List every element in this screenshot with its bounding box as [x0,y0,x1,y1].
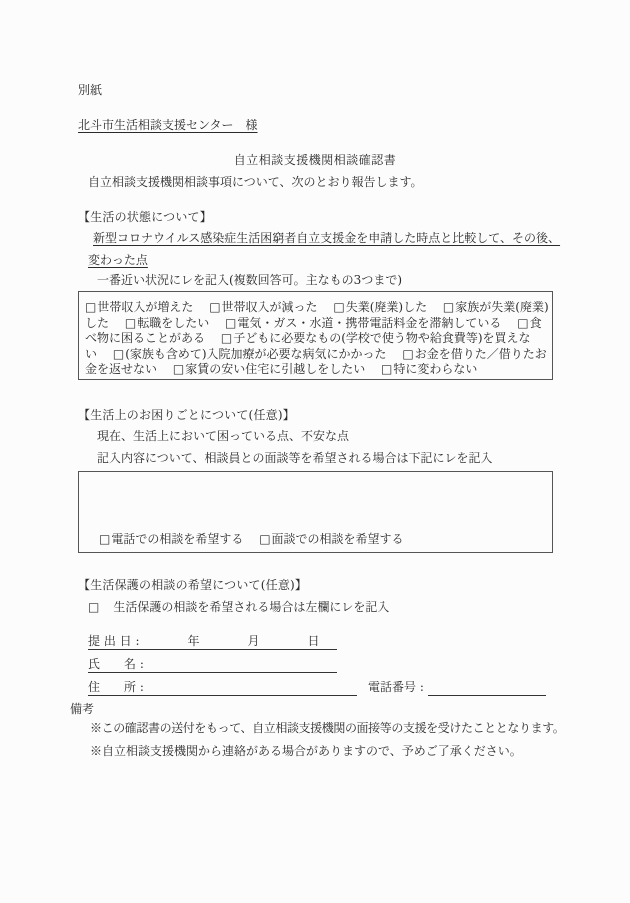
checkbox-icon: □ [172,362,185,376]
checkbox-option-label: (家族も含めて)入院加療が必要な病気にかかった [125,346,387,361]
checkbox-option-label: 子どもに必要なもの(学校で使う物や給食費等)を買えない [85,331,531,361]
checkbox-option[interactable] [381,362,477,376]
address-row [88,680,546,696]
checkbox-icon: □ [402,346,414,361]
phone-field[interactable] [428,680,546,696]
checkbox-option[interactable] [333,300,427,314]
checkbox-icon: □ [99,532,111,546]
intro-line: 自立相談支援機関相談事項について、次のとおり報告します。 [88,175,423,189]
troubles-entry-box [78,471,553,553]
checkbox-icon[interactable]: □ [88,600,100,614]
checkbox-option-label: 電話での相談を希望する [111,532,244,546]
checkbox-option-label: 失業(廃業)した [345,300,428,314]
troubles-line2: 記入内容について、相談員との面談等を希望される場合は下記にレを記入 [97,451,493,465]
attachment-tag: 別紙 [78,83,103,97]
life-status-instruction: 一番近い状況にレを記入(複数回答可。主なもの3つまで) [97,273,403,287]
checkbox-option[interactable] [173,362,365,376]
checkbox-option-label: 家賃の安い住宅に引越しをしたい [185,362,366,376]
checkbox-icon: □ [85,300,97,314]
checkbox-option-label: 世帯収入が増えた [97,300,194,314]
phone-label: 電話番号 : [368,680,424,694]
checkbox-icon: □ [124,315,137,330]
troubles-line1: 現在、生活上において困っている点、不安な点 [97,429,350,443]
checkbox-option-label: 特に変わらない [393,362,478,376]
checkbox-icon: □ [225,315,237,330]
checkbox-option[interactable] [85,300,193,314]
checkbox-icon: □ [220,331,233,345]
checkbox-option-label: お金を借りた／借りたお金を返せない [85,346,547,376]
checkbox-icon: □ [259,532,271,546]
troubles-options-row [79,532,552,552]
checkbox-icon: □ [112,346,125,361]
checkbox-option[interactable] [99,532,243,546]
section-heading-life-status: 【生活の状態について】 [78,210,212,224]
section-heading-welfare: 【生活保護の相談の希望について(任意)】 [78,578,308,592]
welfare-checkbox-label: 生活保護の相談を希望される場合は左欄にレを記入 [113,600,390,614]
submission-date-field[interactable]: 提 出 日 : 年 月 日 [88,634,337,650]
checkbox-option-label: 世帯収入が減った [221,300,318,314]
checkbox-option-label: 家族が失業(廃業)した [85,300,549,330]
checkbox-icon: □ [517,315,529,330]
checkbox-icon: □ [442,300,455,314]
checkbox-icon: □ [333,300,345,314]
note-line-2: ※自立相談支援機関から連絡がある場合がありますので、予めご了承ください。 [90,744,522,758]
checkbox-option-label: 面談での相談を希望する [271,532,404,546]
checkbox-option[interactable] [113,347,387,361]
checkbox-option[interactable] [209,300,317,314]
free-text-area[interactable] [79,472,552,532]
life-status-statement-line2: 変わった点 [88,253,148,267]
checkbox-option-label: 電気・ガス・水道・携帯電話料金を滞納している [237,315,502,330]
checkbox-option-label: 転職をしたい [137,315,210,330]
life-status-statement-line1: 新型コロナウイルス感染症生活困窮者自立支援金を申請した時点と比較して、その後、 [93,231,561,245]
document-title: 自立相談支援機関相談確認書 [233,153,397,167]
life-status-options-box [78,291,553,380]
checkbox-icon: □ [209,300,221,314]
notes-heading: 備考 [70,702,95,716]
note-line-1: ※この確認書の送付をもって、自立相談支援機関の面接等の支援を受けたこととなります。 [90,721,565,735]
section-heading-troubles: 【生活上のお困りごとについて(任意)】 [78,408,295,422]
date-row [88,634,337,650]
recipient-line: 北斗市生活相談支援センター 様 [78,118,258,132]
welfare-checkbox-row [88,600,389,615]
checkbox-icon: □ [381,362,393,376]
address-field[interactable]: 住 所 : [88,680,357,696]
checkbox-option[interactable] [259,532,403,546]
checkbox-option[interactable] [225,316,501,330]
name-row [88,657,337,673]
checkbox-option-label: 食べ物に困ることがある [85,315,542,345]
name-field[interactable]: 氏 名 : [88,657,337,673]
checkbox-option[interactable] [125,316,209,330]
